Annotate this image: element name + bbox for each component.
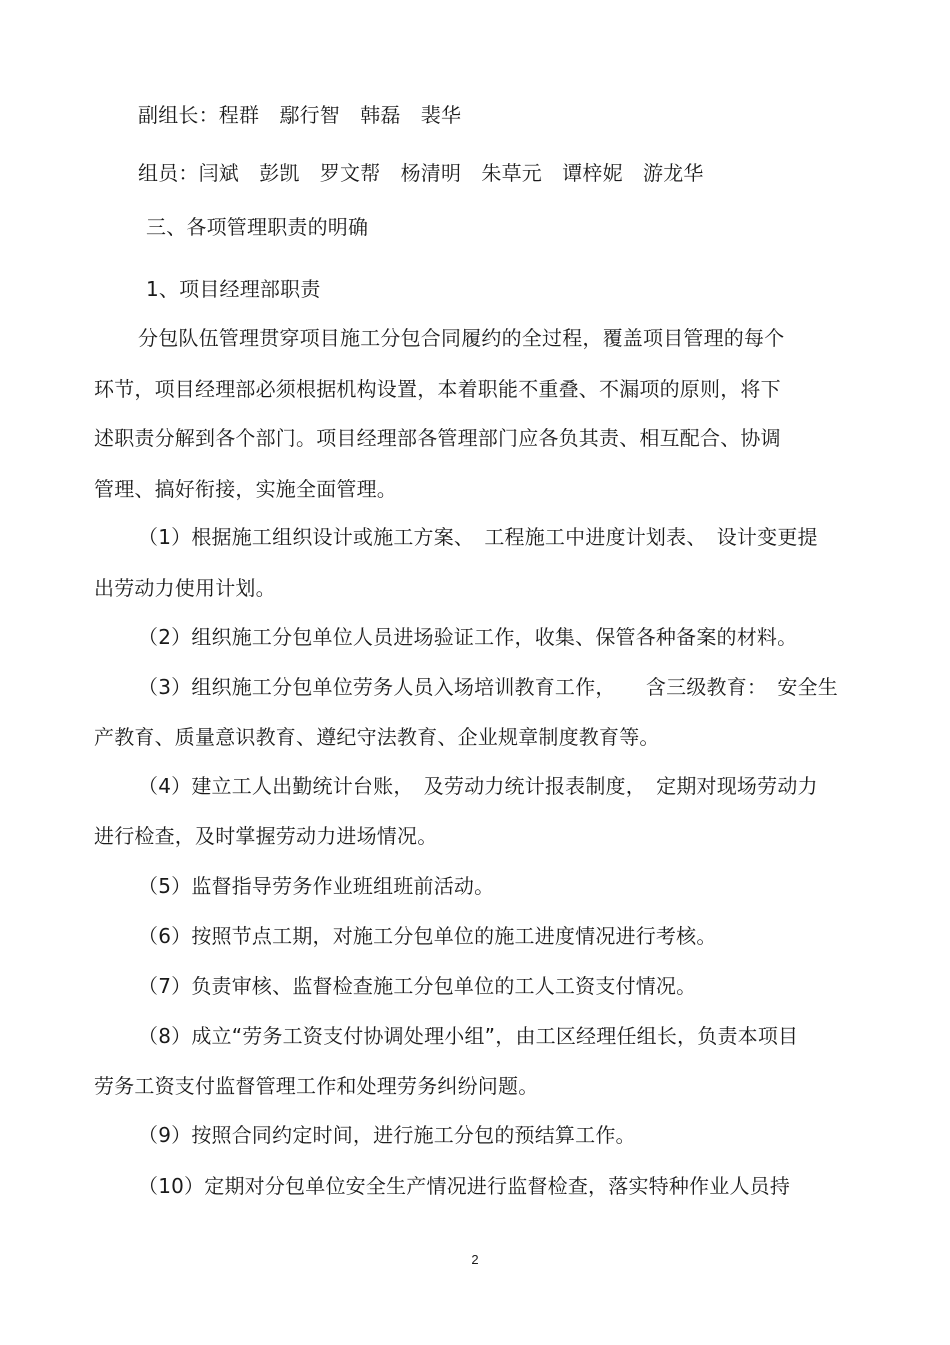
paragraph-line: 述职责分解到各个部门。项目经理部各管理部门应各负其责、相互配合、协调 xyxy=(94,426,781,450)
list-item-6: （6）按照节点工期，对施工分包单位的施工进度情况进行考核。 xyxy=(138,924,717,948)
paragraph-line: 管理、搞好衔接，实施全面管理。 xyxy=(94,477,397,501)
list-item-5: （5）监督指导劳务作业班组班前活动。 xyxy=(138,874,495,898)
list-item-1-cont: 出劳动力使用计划。 xyxy=(94,576,276,600)
list-item-2: （2）组织施工分包单位人员进场验证工作，收集、保管各种备案的材料。 xyxy=(138,625,798,649)
list-item-1: （1）根据施工组织设计或施工方案、 工程施工中进度计划表、 设计变更提 xyxy=(138,525,818,549)
list-item-8: （8）成立“劳务工资支付协调处理小组”，由工区经理任组长，负责本项目 xyxy=(138,1024,799,1048)
members-line: 组员：闫斌 彭凯 罗文帮 杨清明 朱草元 谭梓妮 游龙华 xyxy=(138,161,704,185)
list-item-8-cont: 劳务工资支付监督管理工作和处理劳务纠纷问题。 xyxy=(94,1074,539,1098)
list-item-4-cont: 进行检查，及时掌握劳动力进场情况。 xyxy=(94,824,438,848)
subsection-heading: 1、项目经理部职责 xyxy=(146,277,321,301)
list-item-10: （10）定期对分包单位安全生产情况进行监督检查，落实特种作业人员持 xyxy=(138,1174,791,1198)
list-item-3-cont: 产教育、质量意识教育、遵纪守法教育、企业规章制度教育等。 xyxy=(94,725,660,749)
page-number: 2 xyxy=(471,1252,479,1267)
section-heading: 三、各项管理职责的明确 xyxy=(146,215,369,239)
deputy-leaders-line: 副组长：程群 鄢行智 韩磊 裴华 xyxy=(138,103,462,127)
paragraph-line: 分包队伍管理贯穿项目施工分包合同履约的全过程，覆盖项目管理的每个 xyxy=(138,326,785,350)
paragraph-line: 环节，项目经理部必须根据机构设置，本着职能不重叠、不漏项的原则，将下 xyxy=(94,377,781,401)
list-item-4: （4）建立工人出勤统计台账， 及劳动力统计报表制度， 定期对现场劳动力 xyxy=(138,774,818,798)
list-item-9: （9）按照合同约定时间，进行施工分包的预结算工作。 xyxy=(138,1123,636,1147)
list-item-3: （3）组织施工分包单位劳务人员入场培训教育工作， 含三级教育： 安全生 xyxy=(138,675,838,699)
list-item-7: （7）负责审核、监督检查施工分包单位的工人工资支付情况。 xyxy=(138,974,697,998)
